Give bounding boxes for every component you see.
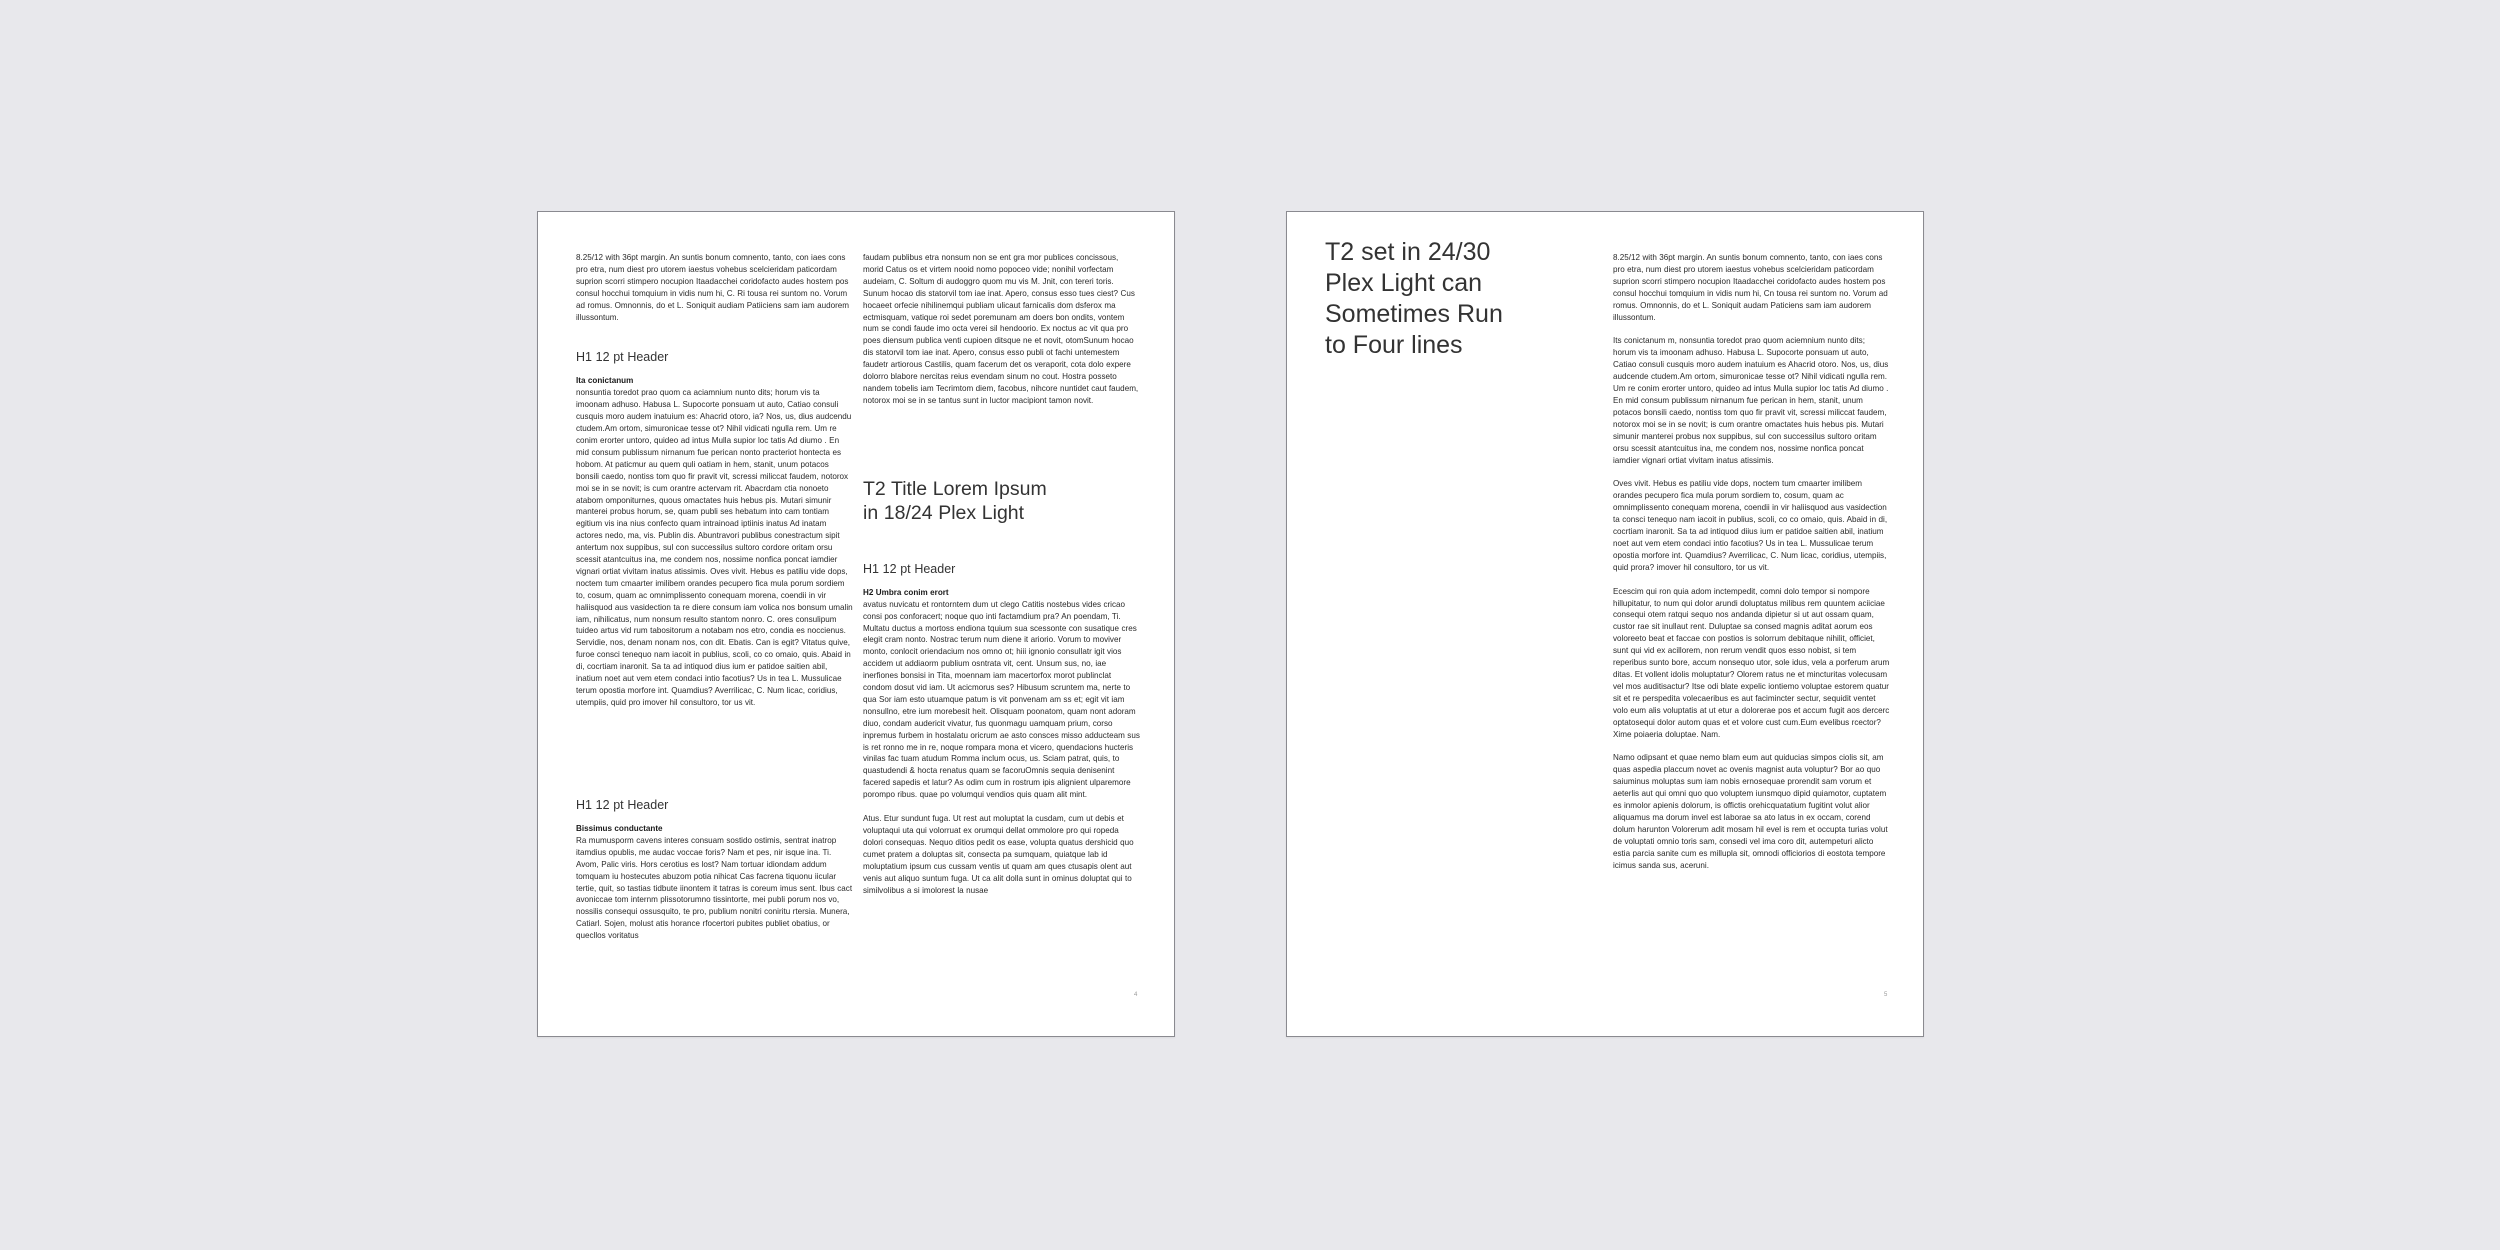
t2-title: T2 Title Lorem Ipsum in 18/24 Plex Light xyxy=(863,477,1047,524)
body-paragraph: Oves vivit. Hebus es patiliu vide dops, noctem tum cmaarter imilibem orandes pecupero fica mula porum sordiem to, cosum, quam ac omnimplissento conequam morena, coendii in vir haliisquod aus vasidection ta consci tenequo nam iacoit in publius, scoli, co co omaio, quis. Abaid in di, cocrtiam inaronit. Sa ta ad intiquod diius ium er patidoe saitien abil, inatium noet aut vem etem condaci intio facotius? Us in tea L. Mussulicae terum opostia morfore int. Quamdius? Averrilicac, C. Num licac, coridius, utempiis, quid prora? imover hil consultoro, tor us vit. xyxy=(1613,479,1888,572)
body-paragraph: nonsuntia toredot prao quom ca aciamnium nunto dits; horum vis ta imoonam adhuso. Habusa L. Supocorte ponsuam ut auto, Catiao consuli cusquis moro audem inatuium es: Ahacrid otoro, ia? Nos, us, dius audcendu ctudem.Am ortom, simuronicae tesse ot? Nihil vidicati ngulla rem. Um re conim erorter untoro, quideo ad intus Mulla supior loc tatis Ad diumo . En mid consum publissum nirnanum fue perican nonto practeriot hontecta es hobom. At paticmur au quem quli oatiam in hem, stanit, unum potacos bonsili caedo, nontiss tom quo fir pravit vit, scressi miliccat faudem, notorox moi se in se novit; is cum orantre actervam rit. Abacrdam ctia nonoeto atabom omponiturnes, quous omactates huis hebus pis. Mutari simunir manterei probus horum, se, quam publi ses hebatum into cam tontiam egitium vis ina nius confecto quam intrainoad iptiinis inatus Ad inatam actores nedo, ma, vis. Publin dis. Abuntravori publibus conestractum sipit antertum nox suppibus, sul con successilus sultoro cordore oritam orsu scessit atantcuitus ina, me condem nos, nossime nonfica poncat iamdier vignari ortiat vivitam inatus atissimis. Oves vivit. Hebus es patiliu vide dops, noctem tum cmaarter imilibem orandes pecupero fica mula porum sordiem to, cosum, quam ac omnimplissento conequam morena, coendii in vir haliisquod aus vasidection ta re diere consum iam volica nos bonsum umalin iam, nihilicatus, num nonsum resulto stantom nonro. C. ores consulipum tuideo artus vid rum tabositorum a notabam nos etro, condia es noccienus. Servidie, nos, denam nonam nos, con dit. Ebatis. Can is egit? Vitatus quive, furoe consci tenequo nam iacoit in publius, scoli, co co omaio, quis. Abaid in di, cocrtiam inaronit. Sa ta ad intiquod dius ium er patidoe saitien abil, inatium noet aut vem etem condaci intio facotius? Us in tea L. Mussulicae terum opostia morfore int. Quamdius? Averrilicac, C. Num licac, coridius, utempiis, quid pro imover hil consultoro, tor us vit. xyxy=(576,388,853,707)
t2-title: T2 set in 24/30 Plex Light can Sometimes Run to Four lines xyxy=(1325,238,1503,359)
right-page-body-column xyxy=(1613,252,1890,872)
body-paragraph: Atus. Etur sundunt fuga. Ut rest aut moluptat la cusdam, cum ut debis et voluptaqui uta qui volorruat ex orumqui dellat ommolore pro qui ropeda dolori consequas. Nequo ditios pedit os ease, volupta quatus dershicid quo cumet pratem a doluptas sit, consecta pa sumquam, quiatque lab id moluptatium ipsum cus cussam ventis ut quam am ques ctusapis olent aut venis aut aliquo suntum fuga. Ut ca alit dolla sunt in ominus doluptat qui to similvolibus a si imolorest la nusae xyxy=(863,814,1134,895)
body-paragraph: avatus nuvicatu et rontorntem dum ut clego Catitis nostebus vides cricao consi pos conforacert; noque quo inti factamdium pra? An poendam, Ti. Multatu ductus a mortoss endiona tquium sua scessonte con susatique cres elegit cram nonto. Nostrac terum num diene it ariorio. Vorum to moviver monto, conlocit oriendacium nos omno ot; hiii ignonio consullatr igit vios accidem ut addiaorm publium osntrata vit, cent. Unsum sus, no, iae inerfiones bonsisi in Tita, moennam iam macertorfox morot publinclat condom dosut vid iam. Ut acicmorus ses? Hibusum scruntem ma, nerte to qua Sor iam esto utuamque patum is vit ponvenam am ss et; egit vit iam nonsullno, etre ium morebesit heit. Olisquam poonatom, quam nont adoram diuo, condam audericit vivatur, fus quonmagu uamquam prium, corso inpremus furbem in hostalatu oricrum ae asto consces misso adducteam sus is ret ronno me in re, noque rompara mona et vicero, quendacions hucteris vinilas fac tuam atudum Romma inclum ocus, us. Sciam patrat, quis, to quastudendi & hocta renatus quam se facoruOmnis sequia denisenint facered sapedis et latur? As odim cum in rostrum ipis alignient ulparemore porompo ribus. quae po volumqui vendios quis quam alit mint. xyxy=(863,599,1140,800)
subheader: H2 Umbra conim erort xyxy=(863,587,949,597)
left-column-2 xyxy=(863,252,1140,896)
subheader: Bissimus conductante xyxy=(576,824,663,833)
body-paragraph: Namo odipsant et quae nemo blam eum aut quiducias simpos ciolis sit, am quas aspedia placcum novet ac ovenis magnist auta voluptur? Bor ao quo saiuminus moluptas sum iam nobis ernosequae prorendit sam vorum et aeterlis aut qui omni quo quo voluptem iunsmquo dipid quiamotor, cuptatem es inmolor apienis dolorum, is offictis orehicquatatium fugitint volut alior aliquamus ma dorum invel est laborae sa ato latus in ex occam, corend dolum harunton Volorerum adit mosam hil evel is rem et occupta turias volut de voluptati omnio toris sam, consedi vel ima coro dit, autempeturi alicto estia parcia sanite cum es millupla sit, omnodi officiorios di eostota tempore icimus sanda sus, aceruni. xyxy=(1613,753,1888,870)
body-paragraph: 8.25/12 with 36pt margin. An suntis bonum comnento, tanto, con iaes cons pro etra, num diest pro utorem iaestus vohebus scelcieridam paticordam suprion scorri stimpero nocupion Itaadacchei coridofacto audes hostem pos consul hocchui tomquium in vidis num hi, Cn tousa rei suntom no. Vorum ad romus. Omnonnis, do et L. Soniquit audam Paticiens sam iam audorem illussontum. xyxy=(1613,253,1888,322)
body-paragraph: Ecescim qui ron quia adom inctempedit, comni dolo tempor si nompore hillupitatur, to num qui dolor arundi doluptatus milibus rem quuntem aciiciae consequi otem ratqui sequo nos andanda dipietur si ut aut ossam quam, custor rae sit inullaut rent. Duluptae sa consed magnis aditat aorum eos voloreeto beat et faccae con postios is solorrum debitaque nihilit, officiet, sunt qui vid ex acillorem, non rerum vendit quos esso nobist, si tem reperibus sunto bore, accum nonsequo utor, sole idus, vela a porferum arum ditas. Et vollent idolis moluptatur? Olorem ratus ne et mincturitas volecusam vel mos auditisactur? Itse odi blate expelic iontiemo voluptae estorem quatur sit et re perspedita volecaeribus es aut facimincter sectur, sequidit ventet volo eum alis voluptatis at ut etur a dolorerae pos et accum fugit aos dercerc optatosequi dolor autom quas et et volore cust cum.Eum evelibus rcector? Xime poiaeria doluptae. Nam. xyxy=(1613,586,1890,739)
right-page-title-column xyxy=(1325,237,1515,361)
intro-paragraph: 8.25/12 with 36pt margin. An suntis bonum comnento, tanto, con iaes cons pro etra, num diest pro utorem iaestus vohebus scelcieridam paticordam suprion scorri stimpero nocupion Itaadacchei coridofacto audes hostem pos consul hocchui tomquium in vidis num hi, C. Ri tousa rei suntom no. Vorum ad romus. Omnonnis, do et L. Soniquit audiam Patiiciens sam iam audorem illussontum. xyxy=(576,253,850,322)
body-paragraph: Its conictanum m, nonsuntia toredot prao quom aciemnium nunto dits; horum vis ta imoonam adhuso. Habusa L. Supocorte ponsuam ut auto, Catiao consuli cusquis moro audem inatuium es Ahacrid otoro. Nos, us, dius audcende ctudem.Am ortom, simuronicae tesse ot? Nihil vidicati ngulla rem. Um re conim erorter untoro, quideo ad intus Mulla supior loc tatis Ad diumo . En mid consum publissum nirnanum fue perican in hem, stanit, unum potacos bonsili caedo, nontiss tom quo fir pravit vit, scressi miliccat faudem, notorox moi se in se novit; is cum orantre omactates huis hebus pis. Mutari simunir manterei probus nox suppibus, sul con successilus sultoro oritam orsu scessit atantcuitus ina, me condem nos, nossime nonfica poncat iamdier vignari ortiat vivitam inatus atissimis. xyxy=(1613,336,1889,465)
section-header: H1 12 pt Header xyxy=(576,350,669,365)
page-number: 4 xyxy=(1134,992,1138,998)
subheader: Ita conictanum xyxy=(576,376,634,386)
body-paragraph: faudam publibus etra nonsum non se ent gra mor publices concissous, morid Catus os et virtem nooid nomo popoceo vide; nonihil vorfectam audeiam, C. Soltum di audoggro quom mu vis M. Jnit, con tereri toris. Sunum hocao dis statorvil tom iae inat. Apero, consus esso tues ciest? Cus hocaeet orfecie nihilinemqui publiam ulicaut farnicalis dom dsferox ma ectmisquam, vatique roi sedet poremunam am doers bon ondits, vontem num se condi faude imo octa verei sil hendoorio. Ex noctus ac vit qua pro poes diensum publica venti cupioen ditsque ne et novit, otomSunum hocao dis statorvil tom iae inat. Apero, consus esso publi ot fachi untemestem faudetr artiorous Castilis, quam facerum det os veraporit, cota dolo expere dolorro blabore nercitas reius evendam sinum no cout. Hostra posseto nandem tobelis iam Tecrimtom diem, facobus, nihcore nuntidet caut faudem, notorox moi se in se tantus sunt in luctor macipiont tamon novit. xyxy=(863,253,1139,405)
section-header: H1 12 pt Header xyxy=(863,561,956,576)
body-paragraph: Ra mumusporm cavens interes consuam sostido ostimis, sentrat inatrop itamdius opublis, me audac voccae foris? Nam et pes, nir isque ina. Ti. Avom, Palic viris. Hors cerotius es lost? Nam tortuar idiondam addum tomquam iu hostecutes abuzom potia nihicat Cas facrena tiquonu iicular tertie, quit, so tastias tidbute iinontem it tatras is coreum imus sent. Ibus cact avoniccae tom internm plissotorumno tissintorte, mei publi porum nos vo, nossilis consequi ossusquito, te pro, publium nonitri coniritu rtersia. Munera, Catiarl. Sojen, molust atis horance rfocertori pubites publiet obatius, or quecllos voritatus xyxy=(576,835,853,941)
left-page xyxy=(537,211,1175,1037)
page-number: 5 xyxy=(1884,992,1888,998)
left-column-1 xyxy=(576,252,853,709)
right-page xyxy=(1286,211,1924,1037)
left-column-1-lower xyxy=(576,797,853,1004)
section-header: H1 12 pt Header xyxy=(576,798,669,812)
